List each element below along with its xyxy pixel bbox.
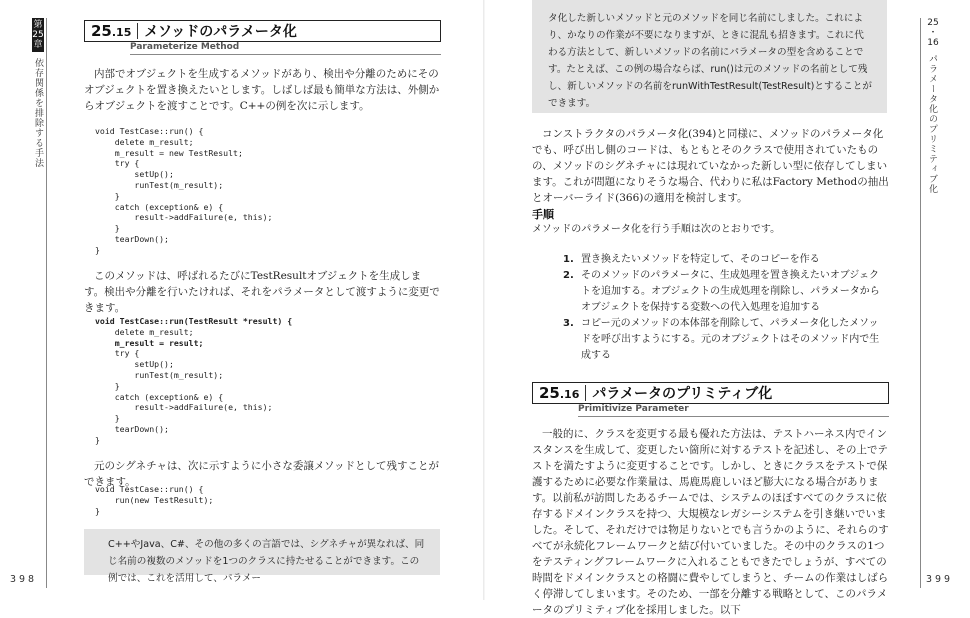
heading-divider — [585, 385, 586, 401]
section-title: パラメータのプリミティブ化 — [592, 386, 773, 402]
paragraph-testresult: このメソッドは、呼ばれるたびにTestResultオブジェクトを生成します。検出や分離を行いたければ、それをパラメータとして渡すように変更できます。 — [84, 270, 440, 314]
note-box-right: タ化した新しいメソッドと元のメソッドを同じ名前にしました。これにより、かなりの作業が不要になりますが、ときに混乱も招きます。これに代わる方法として、新しいメソッドの名前にパラメータの型を含めることです。たとえば、この例の場合ならば、run()は元のメソッドの名前として残し、新しいメソッドの名前をrunWithTestResult(TestResult)とすることができます。 — [532, 0, 887, 113]
list-item: 3. コピー元のメソッドの本体部を削除して、パラメータ化したメソッドを呼び出すようにする。元のオブジェクトはそのメソッド内で生成する — [563, 318, 880, 361]
right-margin-rule — [920, 18, 921, 588]
procedure-intro: メソッドのパラメータ化を行う手順は次のとおりです。 — [532, 224, 781, 235]
chapter-side-text: 依存関係を排除する手法 — [33, 58, 43, 168]
chapter-tab: 第25章 — [32, 20, 44, 50]
left-page — [0, 0, 485, 600]
section-number: 25.16 — [539, 384, 580, 402]
section-subtitle: Primitivize Parameter — [578, 404, 689, 414]
procedure-steps — [563, 252, 888, 364]
page-number-right: 399 — [926, 574, 954, 585]
code-block-1: void TestCase::run() { delete m_result; m_result = new TestResult; try { setUp(); runTest(m_result); } catch (exception& e) { result->addFailure(e, this); } tearDown(); } — [95, 126, 273, 255]
section-heading-25-16 — [532, 382, 889, 404]
code-block-2: void TestCase::run(TestResult *result) { delete m_result; m_result = result; try { setUp(); runTest(m_result); } catch (exception& e) { result->addFailure(e, this); } tearDown(); } — [95, 316, 293, 445]
paragraph-primitivize: 一般的に、クラスを変更する最も優れた方法は、テストハーネス内でインスタンスを生成して、変更したい箇所に対するテストを記述し、その上でテストを満たすように変更することです。しかし、ときにクラスをテストで保護するために必要な作業量は、馬鹿馬鹿しいほど膨大になる場合があります。以前私が訪問したあるチームでは、システムのほぼすべてのクラスに依存するドメインクラスを持つ、大規模なレガシーシステムを引き継いでいました。そして、それだけでは物足りないとでも言うかのように、それらのすべてが永続化フレームワークと結び付いていました。その中のクラスの1つをテスティングフレームワークに入れることもできたでしょうが、すべての時間をドメインクラスとの格闘に費やしてしまうと、チームの作業はしばらく停滞してしまいます。そのため、一部を分離する戦略として、このパラメータのプリミティブ化を採用しました。以下 — [532, 428, 889, 616]
subtitle-rule — [578, 416, 889, 417]
code-block-3: void TestCase::run() { run(new TestResult); } — [95, 484, 214, 516]
section-side-text: パラメータ化のプリミティブ化 — [927, 54, 937, 194]
section-title: メソッドのパラメータ化 — [144, 24, 297, 40]
section-side-tab — [926, 18, 940, 194]
subtitle-rule — [130, 54, 441, 55]
section-subtitle: Parameterize Method — [130, 42, 240, 52]
paragraph-intro: 内部でオブジェクトを生成するメソッドがあり、検出や分離のためにそのオブジェクトを置き換えたいとします。しばしば最も簡単な方法は、外側からオブジェクトを渡すことです。C++の例を次に示します。 — [84, 68, 440, 112]
procedure-heading: 手順 — [532, 208, 554, 221]
paragraph-constructor: コンストラクタのパラメータ化(394)と同様に、メソッドのパラメータ化でも、呼び出し側のコードは、もともとそのクラスで使用されていたものの、メソッドのシグネチャには現れていなかった新しい型に依存してしまいます。これが問題になりそうな場合、代わりに私はFactory Methodの抽出とオーバーライド(366)の適用を検討します。 — [532, 128, 889, 204]
right-page — [485, 0, 970, 616]
page-number-left: 398 — [10, 574, 38, 585]
left-margin-rule — [46, 18, 47, 588]
note-box-left: C++やJava、C#、その他の多くの言語では、シグネチャが異なれば、同じ名前の複数のメソッドを1つのクラスに持たせることができます。この例では、これを活用して、パラメー — [84, 529, 440, 575]
section-tab-number: 25 ・ 16 — [927, 18, 939, 48]
section-number: 25.15 — [91, 22, 132, 40]
section-heading-25-15 — [84, 20, 441, 42]
heading-divider — [137, 23, 138, 39]
paragraph-signature: 元のシグネチャは、次に示すように小さな委譲メソッドとして残すことができます。 — [84, 460, 440, 488]
list-item: 2. そのメソッドのパラメータに、生成処理を置き換えたいオブジェクトを追加する。オブジェクトの生成処理を削除し、パラメータからオブジェクトを保持する変数への代入処理を追加する — [563, 270, 880, 313]
list-item: 1. 置き換えたいメソッドを特定して、そのコピーを作る — [563, 254, 820, 265]
chapter-side-tab — [32, 18, 44, 168]
